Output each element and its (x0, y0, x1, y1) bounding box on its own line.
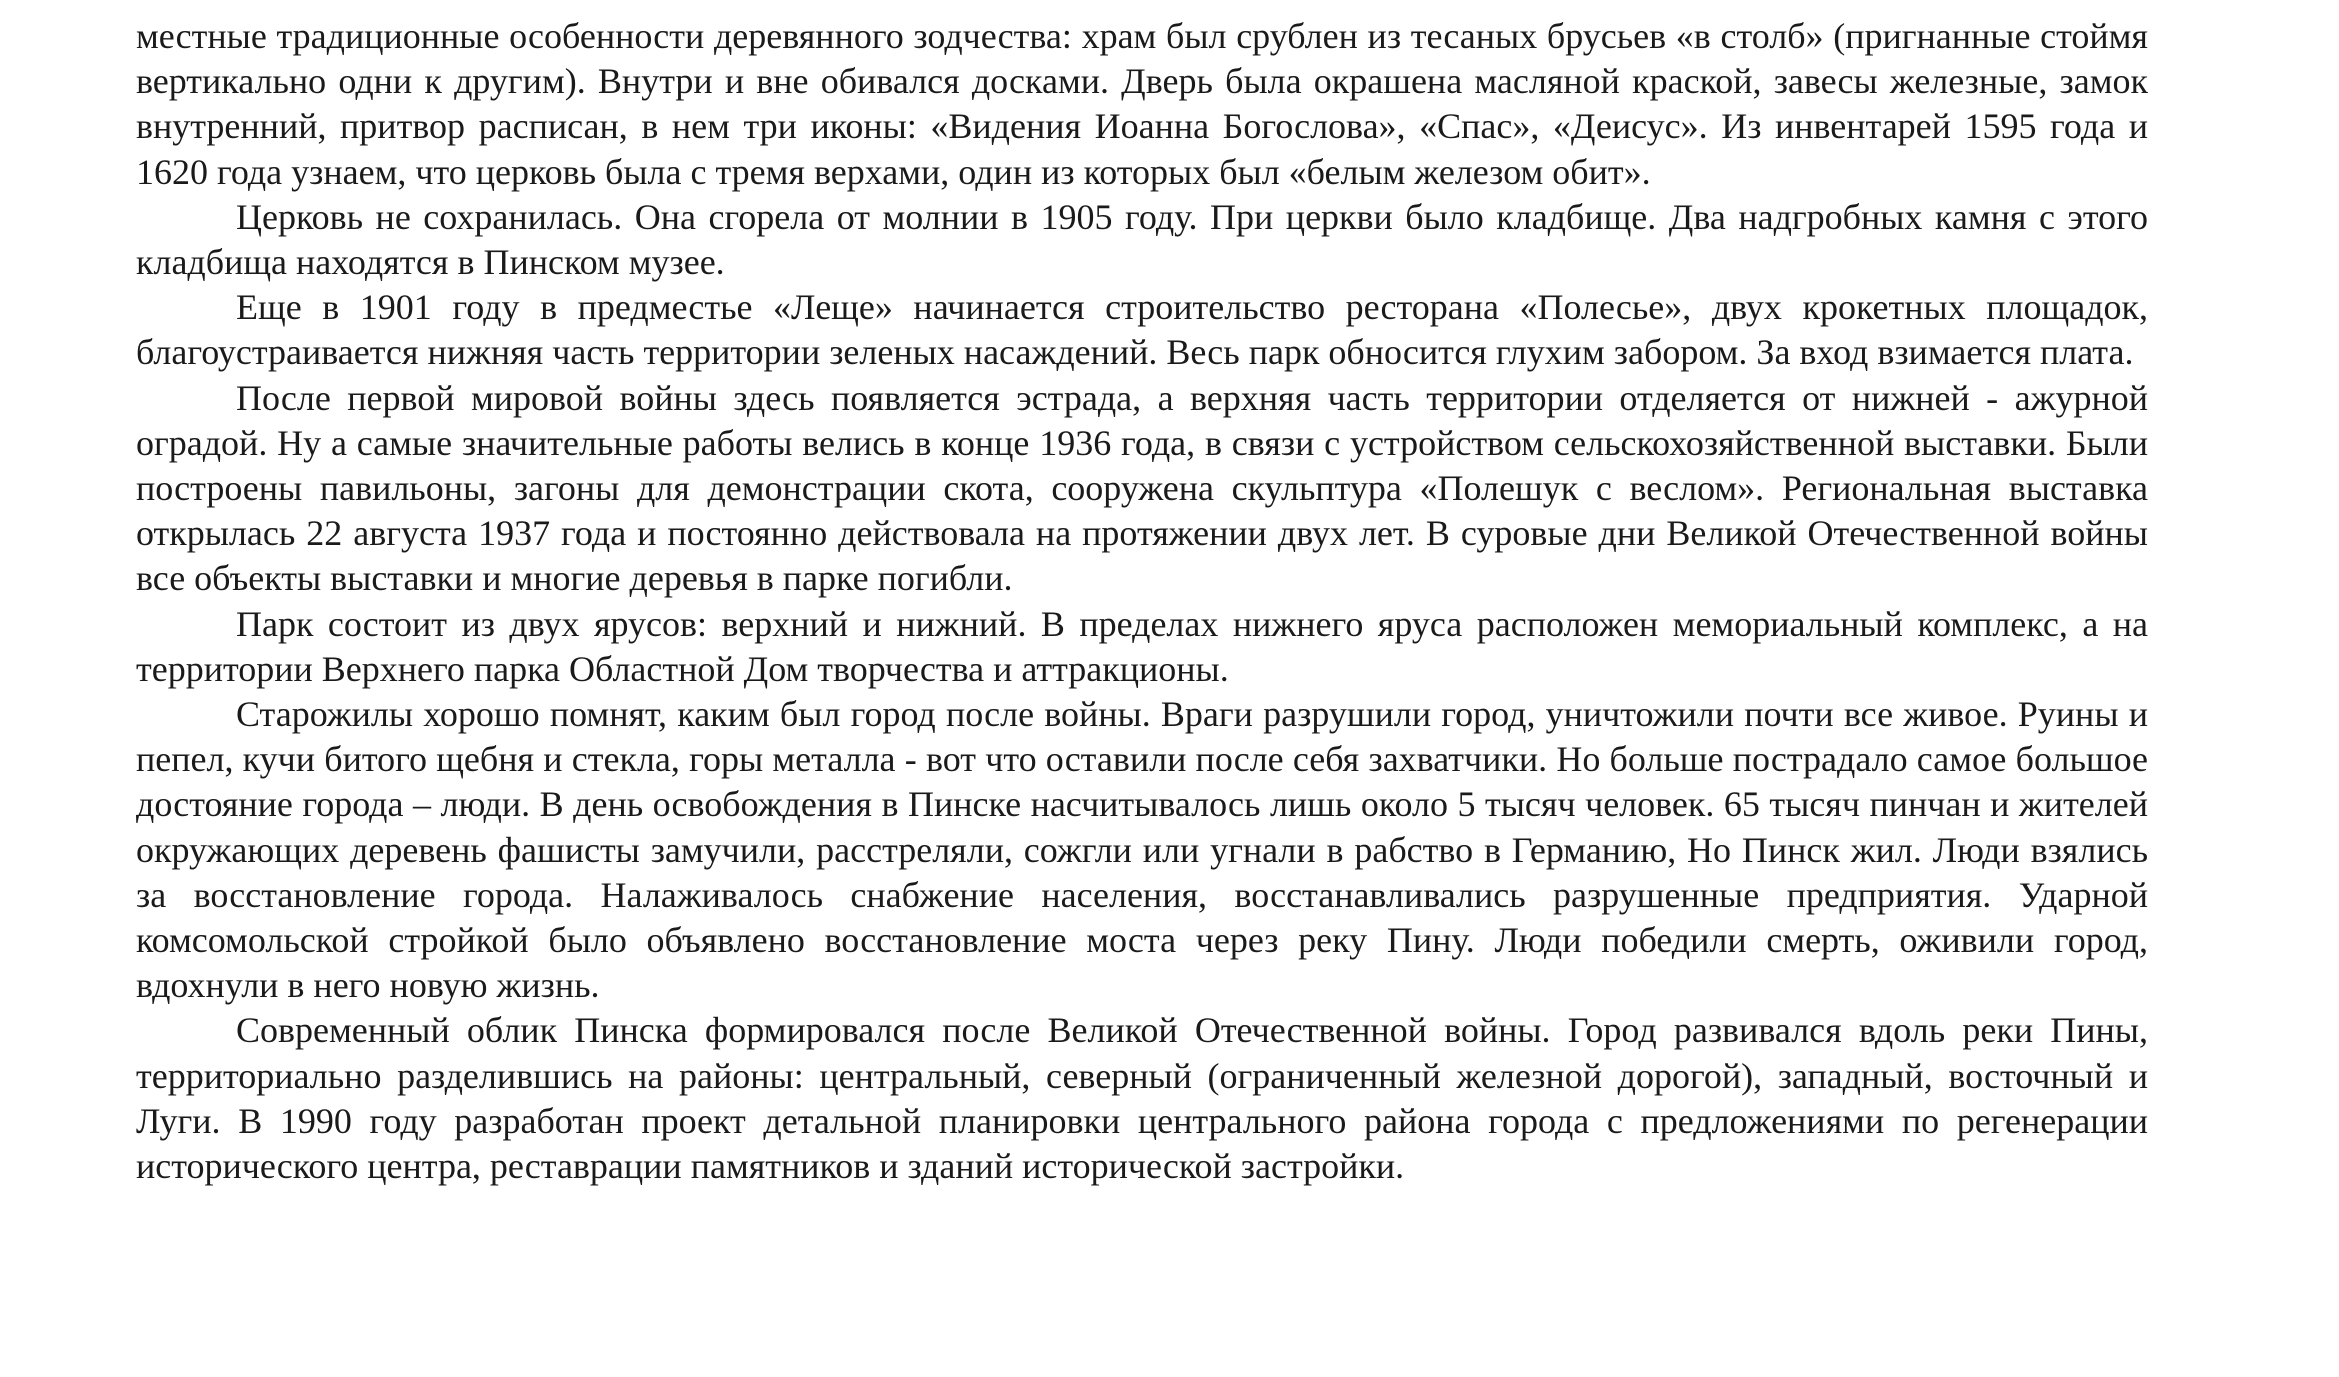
paragraph-park-tiers: Парк состоит из двух ярусов: верхний и нижний. В пределах нижнего яруса расположен мемориальный комплекс, а на территории Верхнего парка Областной Дом творчества и аттракционы. (136, 603, 2148, 689)
paragraph-modern-pinsk: Современный облик Пинска формировался после Великой Отечественной войны. Город развивался вдоль реки Пины, территориально разделившись на районы: центральный, северный (ограниченный железной дорогой), западный, восточный и Луги. В 1990 году разработан проект детальной планировки центрального района города с предложениями по регенерации исторического центра, реставрации памятников и зданий исторической застройки. (136, 1010, 2148, 1187)
paragraph-after-first-war: После первой мировой войны здесь появляется эстрада, а верхняя часть территории отделяется от нижней - ажурной оградой. Ну а самые значительные работы велись в конце 1936 года, в связи с устройством сельскохозяйственной выставки. Были построены павильоны, загоны для демонстрации скота, сооружена скульптура «Полешук с веслом». Региональная выставка открылась 22 августа 1937 года и постоянно действовала на протяжении двух лет. В суровые дни Великой Отечественной войны все объекты выставки и многие деревья в парке погибли. (136, 377, 2148, 599)
document-page (136, 14, 2148, 1189)
paragraph-postwar-city: Старожилы хорошо помнят, каким был город после войны. Враги разрушили город, уничтожили почти все живое. Руины и пепел, кучи битого щебня и стекла, горы металла - вот что оставили после себя захватчики. Но больше пострадало самое большое достояние города – люди. В день освобождения в Пинске насчитывалось лишь около 5 тысяч человек. 65 тысяч пинчан и жителей окружающих деревень фашисты замучили, расстреляли, сожгли или угнали в рабство в Германию, Но Пинск жил. Люди взялись за восстановление города. Налаживалось снабжение населения, восстанавливались разрушенные предприятия. Ударной комсомольской стройкой было объявлено восстановление моста через реку Пину. Люди победили смерть, оживили город, вдохнули в него новую жизнь. (136, 694, 2148, 1006)
paragraph-church-fate: Церковь не сохранилась. Она сгорела от молнии в 1905 году. При церкви было кладбище. Два надгробных камня с этого кладбища находятся в Пинском музее. (136, 196, 2148, 283)
paragraph-wooden-architecture: местные традиционные особенности деревянного зодчества: храм был срублен из тесаных брусьев «в столб» (пригнанные стоймя вертикально одни к другим). Внутри и вне обивался досками. Дверь была окрашена масляной краской, завесы железные, замок внутренний, притвор расписан, в нем три иконы: «Видения Иоанна Богослова», «Спас», «Деисус». Из инвентарей 1595 года и 1620 года узнаем, что церковь была с тремя верхами, один из которых был «белым железом обит». (136, 16, 2148, 192)
paragraph-park-1901: Еще в 1901 году в предместье «Леще» начинается строительство ресторана «Полесье», двух крокетных площадок, благоустраивается нижняя часть территории зеленых насаждений. Весь парк обносится глухим забором. За вход взимается плата. (136, 287, 2148, 373)
